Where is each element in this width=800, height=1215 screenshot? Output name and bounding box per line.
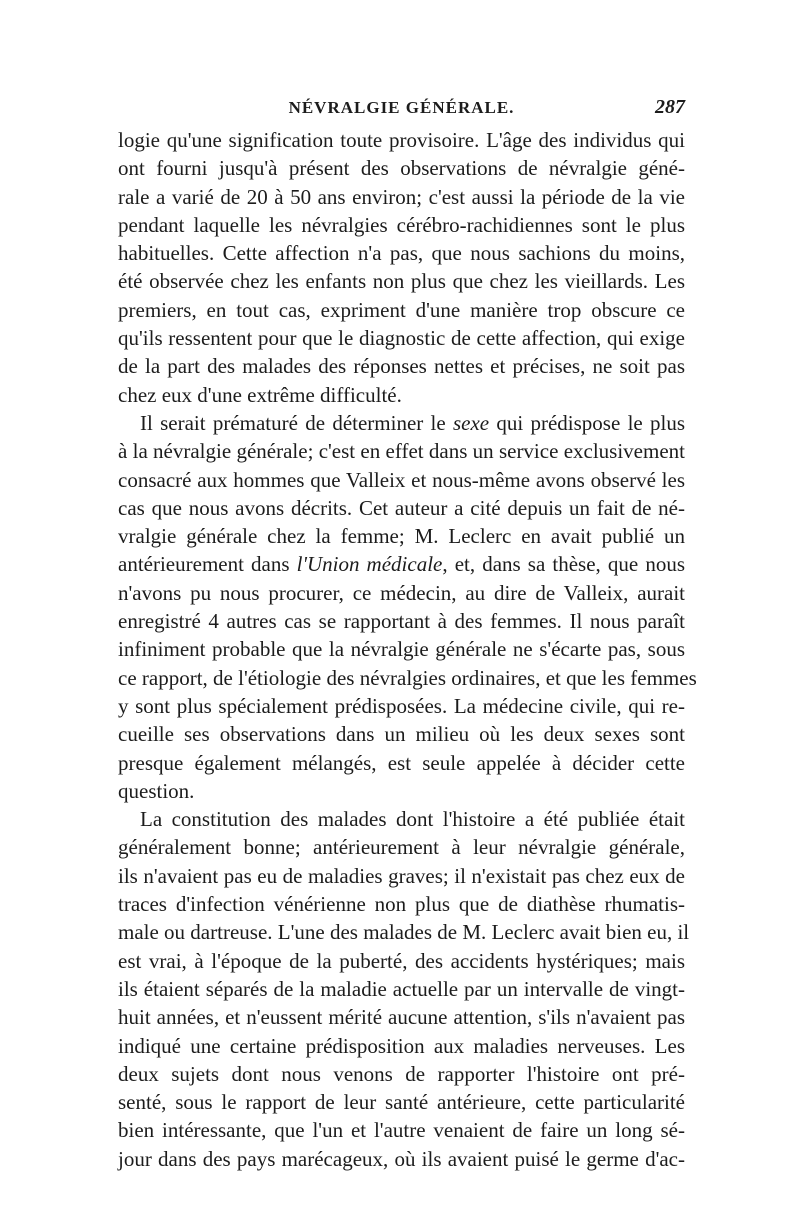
text-line: consacré aux hommes que Valleix et nous-même avons observé les xyxy=(118,467,685,492)
text-line: huit années, et n'eussent mérité aucune attention, s'ils n'avaient pas xyxy=(118,1005,685,1030)
text-line: généralement bonne; antérieurement à leur névralgie générale, xyxy=(118,835,685,860)
text-line: question. xyxy=(118,778,195,803)
text-line: senté, sous le rapport de leur santé antérieure, cette particularité xyxy=(118,1090,685,1115)
text-line: cas que nous avons décrits. Cet auteur a cité depuis un fait de né- xyxy=(118,495,685,520)
body-text xyxy=(118,126,697,1173)
text-line: logie qu'une signification toute provisoire. L'âge des individus qui xyxy=(118,128,685,152)
text-line: enregistré 4 autres cas se rapportant à des femmes. Il nous paraît xyxy=(118,609,685,634)
paragraph-age xyxy=(118,126,685,409)
text-line: habituelles. Cette affection n'a pas, que nous sachions du moins, xyxy=(118,241,685,266)
text-line: de la part des malades des réponses nettes et précises, ne soit pas xyxy=(118,354,685,379)
italic-phrase: l'Union médicale xyxy=(296,552,443,577)
text-line-with-italic: Il serait prématuré de déterminer le sexe qui prédispose le plus xyxy=(140,410,685,435)
text-line: premiers, en tout cas, expriment d'une manière trop obscure ce xyxy=(118,297,685,322)
paragraph-sex xyxy=(118,409,697,805)
text-line: La constitution des malades dont l'histoire a été publiée était xyxy=(140,807,685,832)
running-head xyxy=(118,98,685,128)
text-line: deux sujets dont nous venons de rapporter l'histoire ont pré- xyxy=(118,1061,685,1086)
text-line: est vrai, à l'époque de la puberté, des accidents hystériques; mais xyxy=(118,948,685,973)
text-line: indiqué une certaine prédisposition aux maladies nerveuses. Les xyxy=(118,1033,685,1058)
text-line: ils étaient séparés de la maladie actuelle par un intervalle de vingt- xyxy=(118,976,685,1001)
text-line: infiniment probable que la névralgie générale ne s'écarte pas, sous xyxy=(118,637,685,662)
text-line: chez eux d'une extrême difficulté. xyxy=(118,382,402,407)
text-line: à la névralgie générale; c'est en effet dans un service exclusivement xyxy=(118,439,685,464)
running-title: NÉVRALGIE GÉNÉRALE. xyxy=(288,98,515,117)
text-line: jour dans des pays marécageux, où ils avaient puisé le germe d'ac- xyxy=(118,1146,685,1171)
text-line: rale a varié de 20 à 50 ans environ; c'est aussi la période de la vie xyxy=(118,184,685,209)
text-line: n'avons pu nous procurer, ce médecin, au dire de Valleix, aurait xyxy=(118,580,685,605)
text-line: été observée chez les enfants non plus que chez les vieillards. Les xyxy=(118,269,685,294)
text-line: bien intéressante, que l'un et l'autre venaient de faire un long sé- xyxy=(118,1118,685,1143)
text-line: y sont plus spécialement prédisposées. La médecine civile, qui re- xyxy=(118,693,685,718)
text-line: qu'ils ressentent pour que le diagnostic de cette affection, qui exige xyxy=(118,326,685,351)
text-line: cueille ses observations dans un milieu où les deux sexes sont xyxy=(118,722,685,747)
text-line: traces d'infection vénérienne non plus que de diathèse rhumatis- xyxy=(118,892,685,917)
text-line: ce rapport, de l'étiologie des névralgies ordinaires, et que les femmes xyxy=(118,665,697,690)
text-line-with-italic: antérieurement dans l'Union médicale, et, dans sa thèse, que nous xyxy=(118,552,685,577)
text-line: pendant laquelle les névralgies cérébro-rachidiennes sont le plus xyxy=(118,212,685,237)
text-line: ils n'avaient pas eu de maladies graves; il n'existait pas chez eux de xyxy=(118,863,685,888)
text-line: male ou dartreuse. L'une des malades de M. Leclerc avait bien eu, il xyxy=(118,920,690,945)
text-line: presque également mélangés, est seule appelée à décider cette xyxy=(118,750,685,775)
paragraph-constitution xyxy=(118,805,690,1173)
page-number: 287 xyxy=(655,96,685,118)
text-line: vralgie générale chez la femme; M. Leclerc en avait publié un xyxy=(118,524,685,549)
italic-phrase: sexe xyxy=(452,410,490,435)
text-line: ont fourni jusqu'à présent des observations de névralgie géné- xyxy=(118,156,685,181)
